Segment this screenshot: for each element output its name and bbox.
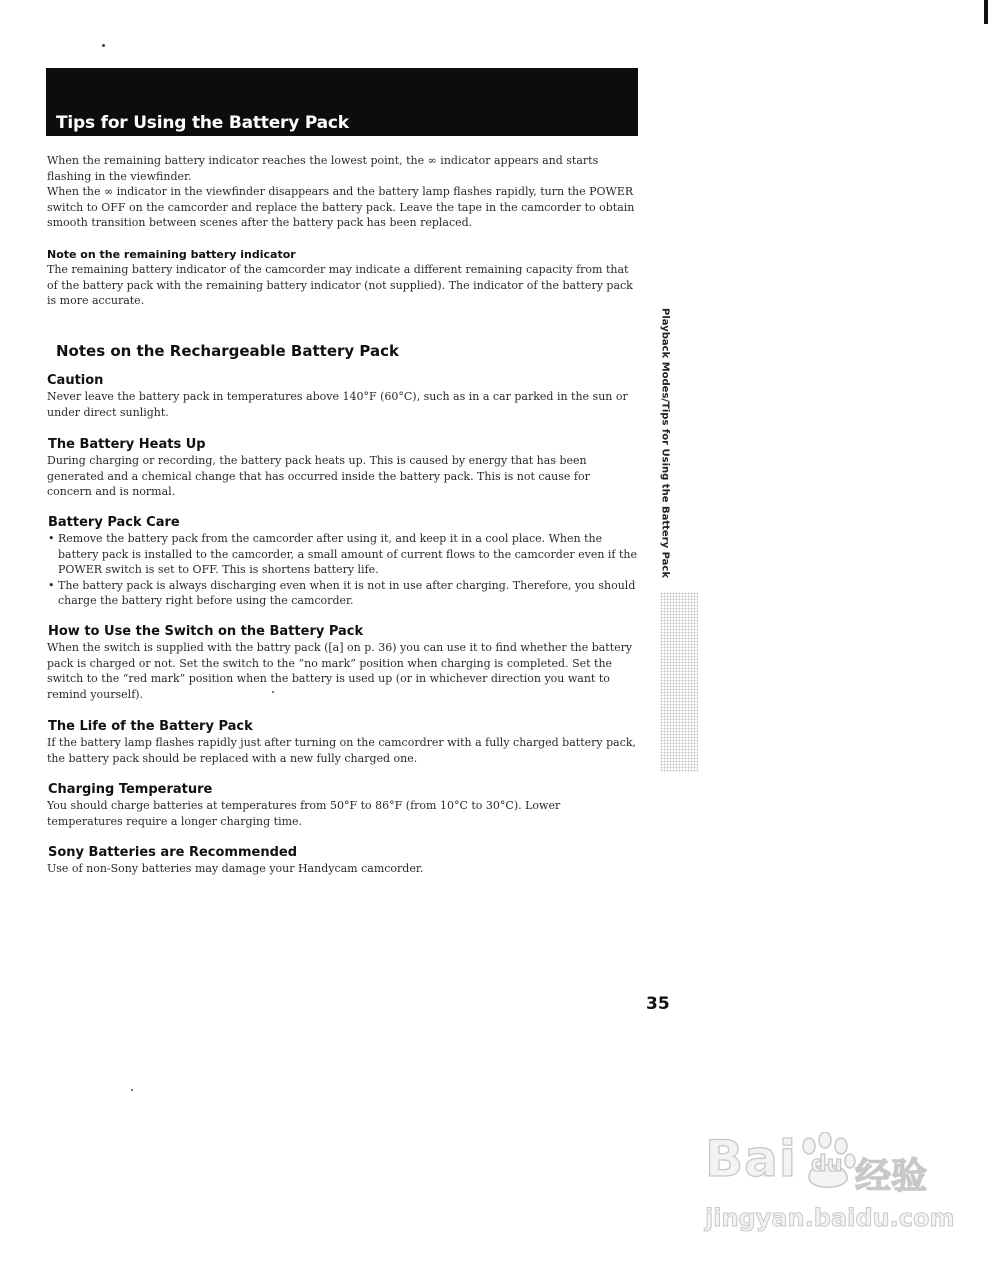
watermark-url: jingyan.baidu.com xyxy=(705,1204,955,1232)
care-bullet-text: Remove the battery pack from the camcorder after using it, and keep it in a cool place. When the battery pack is installed to the camcorder, a small amount of current flows to the camcorder even if the POWER switch is set to OFF. This is shortens battery life. xyxy=(58,532,638,576)
watermark-logo-du: du xyxy=(811,1152,843,1177)
section-header-bar xyxy=(46,68,638,136)
bullet-icon: • xyxy=(48,532,55,545)
page-number: 35 xyxy=(646,994,670,1014)
baidu-watermark xyxy=(705,1130,955,1240)
watermark-logo-text: Bai xyxy=(705,1130,797,1188)
temperature-heading: Charging Temperature xyxy=(48,782,213,797)
care-bullet-list xyxy=(48,531,640,609)
note-heading: Note on the remaining battery indicator xyxy=(47,248,296,261)
care-bullet-item xyxy=(48,531,640,578)
heats-up-paragraph: During charging or recording, the battery pack heats up. This is caused by energy that has been generated and a chemical change that has occurred inside the battery pack. This is not cause for concern and is normal. xyxy=(47,454,590,498)
temperature-paragraph: You should charge batteries at temperatures from 50°F to 86°F (from 10°C to 30°C). Lower temperatures require a longer charging time. xyxy=(47,799,561,828)
intro-paragraph-2: When the ∞ indicator in the viewfinder disappears and the battery lamp flashes rapidly, turn the POWER switch to OFF on the camcorder and replace the battery pack. Leave the tape in the camcorder to obtain smooth transition between scenes after the battery pack has been replaced. xyxy=(47,185,635,229)
watermark-cn-text: 经验 xyxy=(855,1156,928,1197)
caution-paragraph: Never leave the battery pack in temperatures above 140°F (60°C), such as in a car parked in the sun or under direct sunlight. xyxy=(47,390,628,419)
heats-up-heading: The Battery Heats Up xyxy=(48,437,206,452)
side-tab-label xyxy=(655,308,675,578)
sony-paragraph: Use of non-Sony batteries may damage your Handycam camcorder. xyxy=(47,862,424,875)
care-bullet-item xyxy=(48,578,640,609)
side-tab-text: Playback Modes/Tips for Using the Battery Pack xyxy=(659,308,671,578)
switch-paragraph: When the switch is supplied with the battry pack ([a] on p. 36) you can use it to find whether the battery pack is charged or not. Set the switch to the “no mark” position when charging is completed. Set the switch to the “red mark” position when the battery is used up (or in whichever direction you want to remind yourself). xyxy=(47,641,633,701)
switch-heading: How to Use the Switch on the Battery Pack xyxy=(48,624,364,639)
sony-heading: Sony Batteries are Recommended xyxy=(48,845,298,860)
note-paragraph: The remaining battery indicator of the camcorder may indicate a different remaining capacity from that of the battery pack with the remaining battery indicator (not supplied). The indicator of the battery pack is more accurate. xyxy=(47,263,633,307)
side-tab-shade xyxy=(660,592,698,772)
life-paragraph: If the battery lamp flashes rapidly just after turning on the camcordrer with a fully charged battery pack, the battery pack should be replaced with a new fully charged one. xyxy=(47,736,637,765)
scan-speck xyxy=(131,1089,133,1091)
intro-paragraph-1: When the remaining battery indicator reaches the lowest point, the ∞ indicator appears and starts flashing in the viewfinder. xyxy=(47,154,599,183)
page-title: Tips for Using the Battery Pack xyxy=(56,113,349,133)
care-bullet-text: The battery pack is always discharging even when it is not in use after charging. Therefore, you should charge the battery right before using the camcorder. xyxy=(58,578,636,607)
bullet-icon: • xyxy=(48,578,55,592)
page-edge-mark xyxy=(984,0,988,24)
scan-speck xyxy=(102,44,105,47)
care-heading: Battery Pack Care xyxy=(48,515,180,530)
notes-section-heading: Notes on the Rechargeable Battery Pack xyxy=(56,342,399,360)
life-heading: The Life of the Battery Pack xyxy=(48,719,253,734)
caution-heading: Caution xyxy=(47,373,104,388)
